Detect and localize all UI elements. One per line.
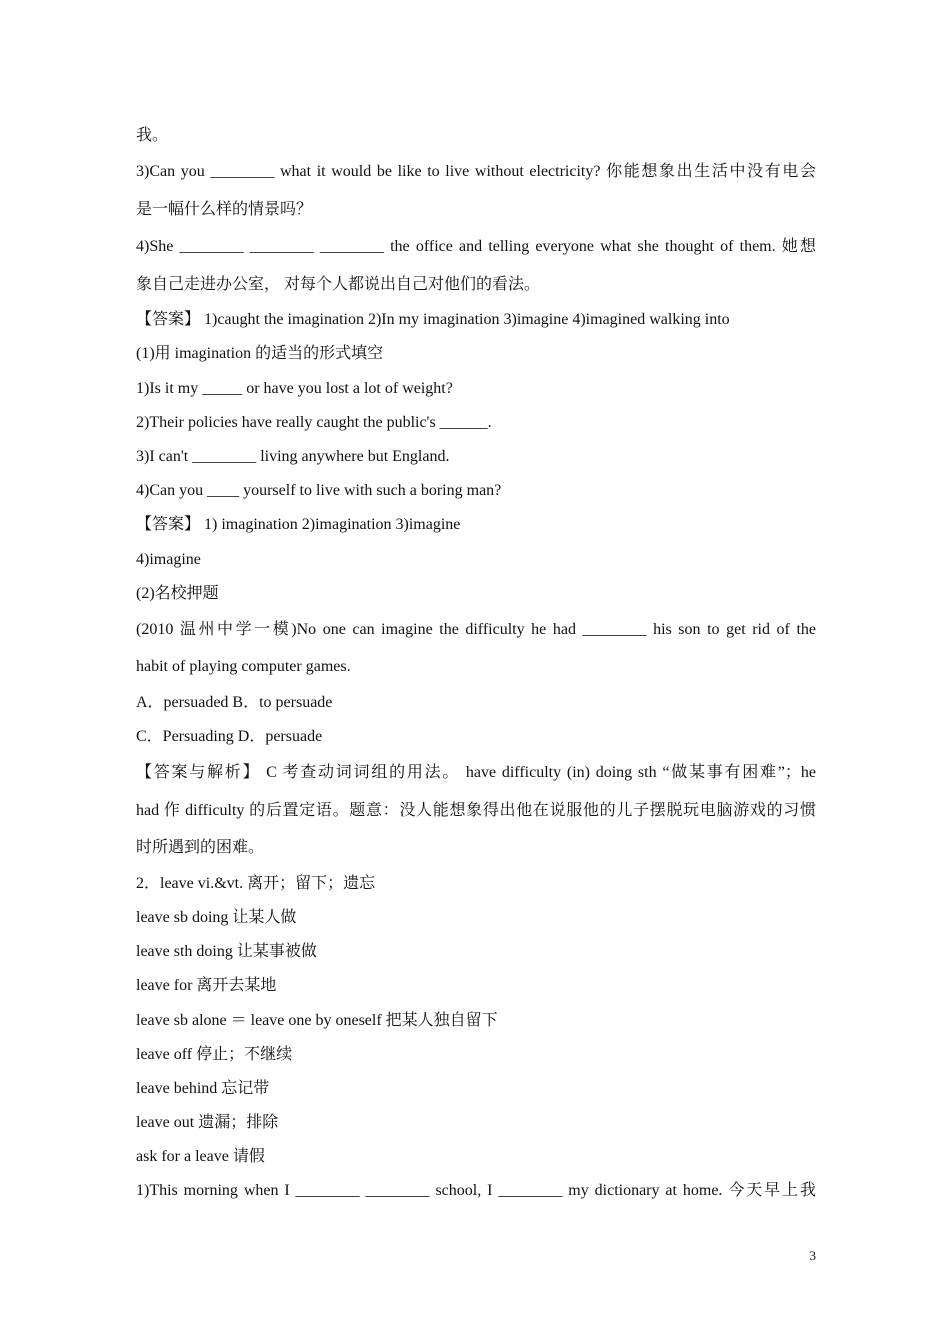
page-content bbox=[136, 119, 816, 1209]
analysis-line: had 作 difficulty 的后置定语。题意：没人能想象得出他在说服他的儿子摆脱玩电脑游戏的习惯 bbox=[136, 801, 816, 819]
phrase-line: ask for a leave 请假 bbox=[136, 1148, 265, 1166]
page-number: 3 bbox=[809, 1248, 816, 1263]
options-line: C．Persuading D．persuade bbox=[136, 728, 323, 746]
question-stem: (2010 温州中学一模)No one can imagine the difficulty he had ________ his son to get rid of the bbox=[136, 620, 816, 638]
phrase-line: leave sth doing 让某事被做 bbox=[136, 943, 317, 961]
phrase-line: leave sb doing 让某人做 bbox=[136, 908, 297, 926]
text-line: 1)This morning when I ________ ________ school, I ________ my dictionary at home. 今天早上我 bbox=[136, 1182, 816, 1200]
phrase-line: leave for 离开去某地 bbox=[136, 977, 277, 995]
text-line: 3)Can you ________ what it would be like to live without electricity? 你能想象出生活中没有电会 bbox=[136, 163, 816, 181]
exercise-item: 2)Their policies have really caught the public's ______. bbox=[136, 413, 492, 431]
answer-line: 【答案】 1) imagination 2)imagination 3)imagine bbox=[136, 516, 461, 534]
section-heading: (2)名校押题 bbox=[136, 584, 219, 602]
analysis-line: 【答案与解析】 C 考查动词词组的用法。 have difficulty (in) doing sth “做某事有困难”；he bbox=[136, 764, 816, 782]
question-stem: habit of playing computer games. bbox=[136, 658, 351, 676]
text-line: 我。 bbox=[136, 127, 169, 144]
text-line: 象自己走进办公室， 对每个人都说出自己对他们的看法。 bbox=[136, 275, 541, 293]
text-line: 是一幅什么样的情景吗？ bbox=[136, 200, 313, 218]
phrase-line: leave sb alone ＝ leave one by oneself 把某人独自留下 bbox=[136, 1011, 498, 1029]
phrase-line: leave behind 忘记带 bbox=[136, 1079, 270, 1097]
section-heading: (1)用 imagination 的适当的形式填空 bbox=[136, 345, 384, 363]
answer-line: 4)imagine bbox=[136, 550, 201, 568]
exercise-item: 1)Is it my _____ or have you lost a lot of weight? bbox=[136, 379, 453, 397]
exercise-item: 4)Can you ____ yourself to live with such a boring man? bbox=[136, 482, 502, 500]
answer-line: 【答案】 1)caught the imagination 2)In my imagination 3)imagine 4)imagined walking into bbox=[136, 311, 730, 329]
phrase-line: leave out 遗漏；排除 bbox=[136, 1114, 279, 1132]
exercise-item: 3)I can't ________ living anywhere but England. bbox=[136, 447, 450, 465]
analysis-line: 时所遇到的困难。 bbox=[136, 839, 265, 857]
phrase-line: leave off 停止；不继续 bbox=[136, 1045, 293, 1063]
text-line: 4)She ________ ________ ________ the office and telling everyone what she thought of them. 她想 bbox=[136, 238, 816, 256]
options-line: A．persuaded B．to persuade bbox=[136, 693, 333, 711]
vocab-heading: 2．leave vi.&vt. 离开；留下；遗忘 bbox=[136, 874, 376, 892]
